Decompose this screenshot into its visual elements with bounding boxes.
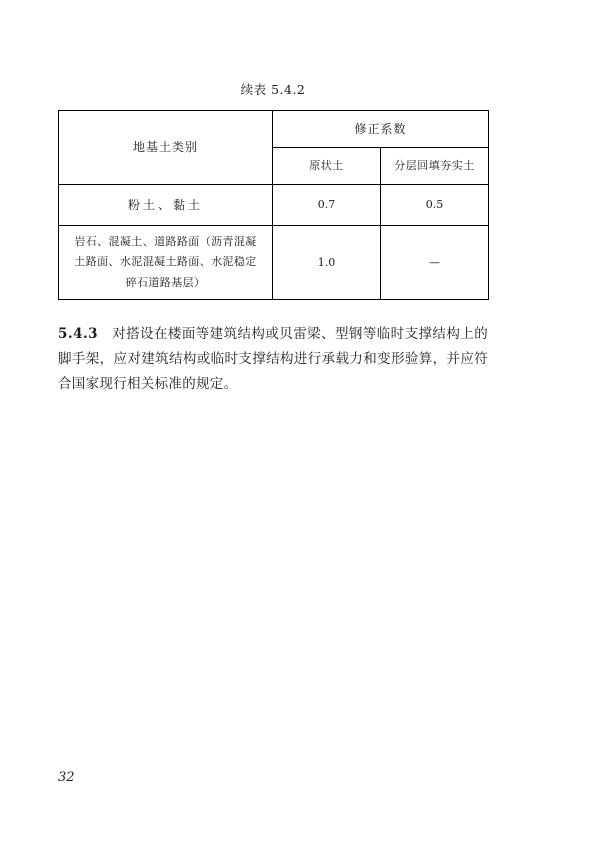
- table-cell-value-2-backfill: —: [381, 226, 489, 300]
- table-header-category: 地基土类别: [59, 111, 273, 185]
- table-header-undisturbed-soil: 原状土: [273, 148, 381, 185]
- table-cell-category-2: 岩石、混凝土、道路路面（沥青混凝土路面、水泥混凝土路面、水泥稳定碎石道路基层）: [59, 226, 273, 300]
- table-caption: 续表 5.4.2: [240, 82, 306, 97]
- table-row: [59, 185, 489, 226]
- clause-paragraph: [58, 322, 488, 397]
- table-header-row-1: [59, 111, 489, 148]
- clause-number: 5.4.3: [58, 326, 99, 343]
- soil-modification-factor-table: [58, 110, 489, 300]
- table-cell-value-2-undisturbed: 1.0: [273, 226, 381, 300]
- table-cell-value-1-backfill: 0.5: [381, 185, 489, 226]
- table-cell-category-1: 粉土、黏土: [59, 185, 273, 226]
- page-number: 32: [58, 770, 75, 785]
- table-row: [59, 226, 489, 300]
- table-header-factor-group: 修正系数: [273, 111, 489, 148]
- page-content: [58, 80, 488, 410]
- clause-text: 对搭设在楼面等建筑结构或贝雷梁、型钢等临时支撑结构上的脚手架，应对建筑结构或临时支撑结构进行承载力和变形验算，并应符合国家现行相关标准的规定。: [58, 326, 488, 392]
- table-header-compacted-backfill-soil: 分层回填夯实土: [381, 148, 489, 185]
- table-cell-value-1-undisturbed: 0.7: [273, 185, 381, 226]
